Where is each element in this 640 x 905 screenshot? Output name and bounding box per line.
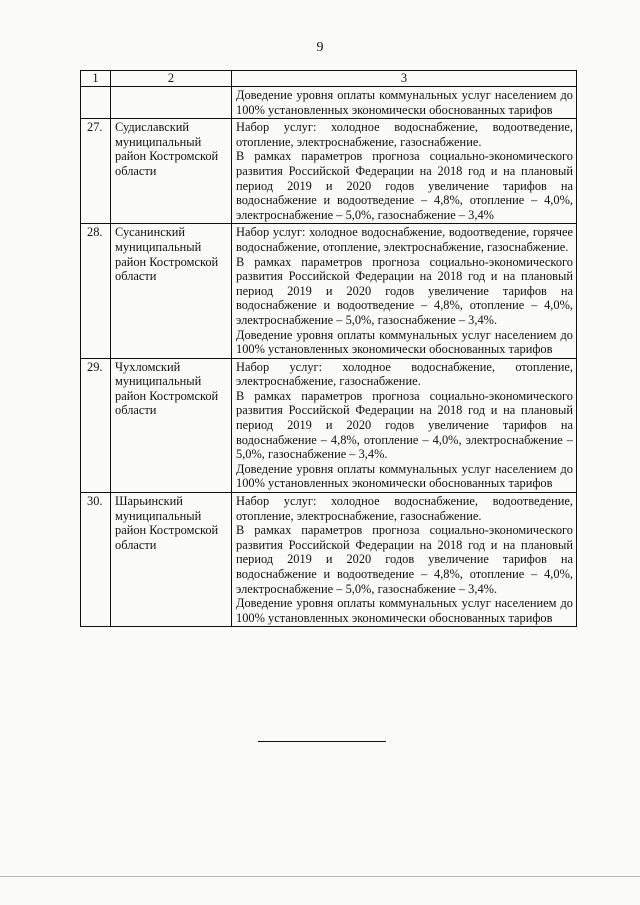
description-paragraph: Доведение уровня оплаты коммунальных услуг населением до 100% установленных экономически обоснованных тарифов bbox=[236, 327, 573, 357]
table-row bbox=[81, 119, 577, 224]
description-paragraph: В рамках параметров прогноза социально-экономического развития Российской Федерации на 2018 год и на плановый период 2019 и 2020 годов увеличение тарифов на водоснабжение – 4,8%, отопление – 4,0%, электроснабжение – 5,0%, газоснабжение – 3,4%. bbox=[236, 388, 573, 462]
table-row bbox=[81, 224, 577, 358]
description-paragraph: В рамках параметров прогноза социально-экономического развития Российской Федерации на 2018 год и на плановый период 2019 и 2020 годов увеличение тарифов на водоснабжение и водоотведение – 4,8%, отопление – 4,0%, электроснабжение – 5,0%, газоснабжение – 3,4%. bbox=[236, 254, 573, 327]
page-bottom-edge bbox=[0, 876, 640, 877]
description-paragraph: Набор услуг: холодное водоснабжение, отопление, электроснабжение, газоснабжение. bbox=[236, 359, 573, 389]
table-header-row bbox=[81, 71, 577, 87]
description-paragraph: Доведение уровня оплаты коммунальных услуг населением до 100% установленных экономически обоснованных тарифов bbox=[236, 596, 573, 625]
tariff-description bbox=[232, 119, 577, 224]
table-row bbox=[81, 87, 577, 119]
tariff-table bbox=[80, 70, 577, 627]
column-header: 1 bbox=[81, 71, 111, 87]
table-row bbox=[81, 493, 577, 627]
description-paragraph: Доведение уровня оплаты коммунальных услуг населением до 100% установленных экономически обоснованных тарифов bbox=[236, 88, 573, 117]
tariff-description bbox=[232, 87, 577, 119]
region-name: Судиславский муниципальный район Костромской области bbox=[111, 119, 232, 224]
region-name: Шарьинский муниципальный район Костромской области bbox=[111, 493, 232, 627]
closing-rule bbox=[258, 741, 386, 742]
description-paragraph: Набор услуг: холодное водоснабжение, водоотведение, отопление, электроснабжение, газоснабжение. bbox=[236, 120, 573, 149]
row-number bbox=[81, 87, 111, 119]
description-paragraph: В рамках параметров прогноза социально-экономического развития Российской Федерации на 2018 год и на плановый период 2019 и 2020 годов увеличение тарифов на водоснабжение и водоотведение – 4,8%, отопление – 4,0%, электроснабжение – 5,0%, газоснабжение – 3,4% bbox=[236, 149, 573, 222]
description-paragraph: Доведение уровня оплаты коммунальных услуг населением до 100% установленных экономически обоснованных тарифов bbox=[236, 461, 573, 491]
column-header: 2 bbox=[111, 71, 232, 87]
row-number: 30. bbox=[81, 493, 111, 627]
column-header: 3 bbox=[232, 71, 577, 87]
description-paragraph: В рамках параметров прогноза социально-экономического развития Российской Федерации на 2018 год и на плановый период 2019 и 2020 годов увеличение тарифов на водоснабжение и водоотведение – 4,8%, отопление – 4,0%, электроснабжение – 5,0%, газоснабжение – 3,4%. bbox=[236, 523, 573, 596]
region-name: Сусанинский муниципальный район Костромской области bbox=[111, 224, 232, 358]
row-number: 29. bbox=[81, 358, 111, 492]
tariff-description bbox=[232, 493, 577, 627]
page-number: 9 bbox=[316, 40, 324, 55]
tariff-description bbox=[232, 358, 577, 492]
row-number: 27. bbox=[81, 119, 111, 224]
region-name: Чухломский муниципальный район Костромской области bbox=[111, 358, 232, 492]
table-row bbox=[81, 358, 577, 492]
row-number: 28. bbox=[81, 224, 111, 358]
description-paragraph: Набор услуг: холодное водоснабжение, водоотведение, отопление, электроснабжение, газоснабжение. bbox=[236, 494, 573, 523]
description-paragraph: Набор услуг: холодное водоснабжение, водоотведение, горячее водоснабжение, отопление, электроснабжение, газоснабжение. bbox=[236, 225, 573, 254]
tariff-description bbox=[232, 224, 577, 358]
region-name bbox=[111, 87, 232, 119]
